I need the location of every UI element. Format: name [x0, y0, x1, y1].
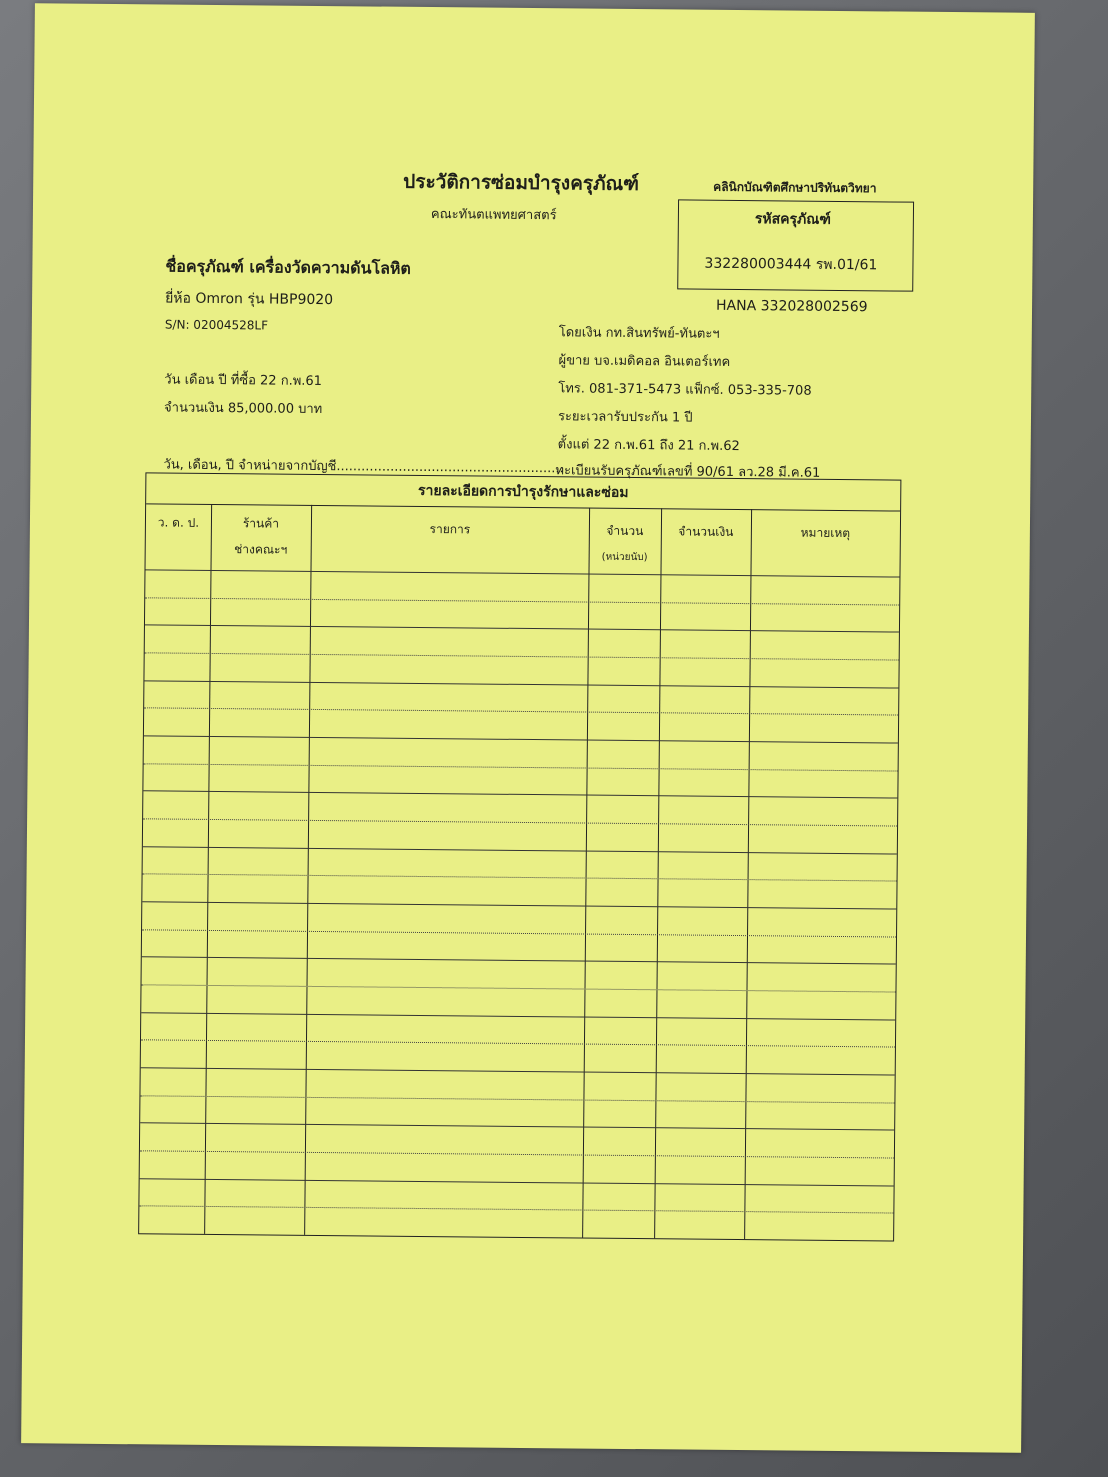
asset-code-label: รหัสครุภัณฑ์	[754, 211, 831, 228]
table-row	[142, 957, 896, 965]
form-sheet	[21, 3, 1035, 1453]
warranty-range: ตั้งแต่ 22 ก.พ.61 ถึง 21 ก.พ.62	[557, 437, 740, 455]
row-dotted-line	[145, 597, 899, 605]
col-header-shop: ร้านค้า	[242, 516, 280, 531]
table-row	[143, 846, 897, 854]
column-divider	[304, 505, 312, 1235]
row-dotted-line	[143, 818, 897, 826]
table-row	[145, 625, 899, 633]
column-divider	[204, 504, 212, 1234]
row-dotted-line	[142, 929, 896, 937]
row-dotted-line	[139, 1206, 893, 1214]
column-divider	[744, 509, 752, 1239]
table-row	[141, 1067, 895, 1075]
col-header-item: รายการ	[429, 522, 471, 537]
equipment-brand: ยี่ห้อ Omron รุ่น HBP9020	[165, 290, 334, 309]
col-header-date: ว. ด. ป.	[157, 515, 200, 530]
disposal-date: วัน, เดือน, ปี จำหน่ายจากบัญชี.......................................................	[163, 457, 564, 477]
row-dotted-line	[142, 984, 896, 992]
col-header-note: หมายเหตุ	[800, 525, 851, 541]
clinic-name: คลินิกบัณฑิตศึกษาปริทันตวิทยา	[713, 179, 877, 196]
table-row	[144, 735, 898, 743]
table-row	[140, 1178, 894, 1186]
funding-source: โดยเงิน กท.สินทรัพย์-ทันตะฯ	[558, 325, 720, 342]
column-divider	[654, 508, 662, 1238]
seller-name: ผู้ขาย บจ.เมดิคอล อินเตอร์เทค	[558, 353, 731, 370]
col-header-staff: ช่างคณะฯ	[234, 542, 288, 557]
column-divider	[582, 508, 590, 1238]
col-header-unit: (หน่วยนับ)	[601, 551, 648, 564]
hana-number: HANA 332028002569	[715, 297, 868, 316]
header-bottom-rule	[145, 569, 899, 577]
table-row	[142, 901, 896, 909]
repair-history-table	[138, 472, 901, 1241]
table-row	[140, 1123, 894, 1131]
purchase-amount: จำนวนเงิน 85,000.00 บาท	[163, 400, 323, 418]
col-header-money: จำนวนเงิน	[678, 524, 734, 539]
seller-phone: โทร. 081-371-5473 แฟ็กซ์. 053-335-708	[558, 381, 812, 399]
table-title: รายละเอียดการบำรุงรักษาและซ่อม	[146, 473, 900, 511]
table-row	[141, 1012, 895, 1020]
serial-number: S/N: 02004528LF	[164, 317, 269, 333]
faculty-name: คณะทันตแพทยศาสตร์	[430, 207, 557, 224]
table-row	[144, 680, 898, 688]
purchase-date: วัน เดือน ปี ที่ซื้อ 22 ก.พ.61	[164, 372, 323, 390]
asset-code-value: 332280003444 รพ.01/61	[704, 255, 878, 274]
row-dotted-line	[141, 1040, 895, 1048]
row-dotted-line	[140, 1095, 894, 1103]
equipment-name: ชื่อครุภัณฑ์ เครื่องวัดความดันโลหิต	[165, 256, 411, 278]
row-dotted-line	[145, 652, 899, 660]
col-header-qty: จำนวน	[606, 523, 644, 539]
row-dotted-line	[144, 763, 898, 771]
registration-number: ทะเบียนรับครุภัณฑ์เลขที่ 90/61 ลว.28 มี.ค.61	[555, 463, 821, 481]
row-dotted-line	[143, 874, 897, 882]
table-row	[143, 791, 897, 799]
row-dotted-line	[144, 708, 898, 716]
warranty-period: ระยะเวลารับประกัน 1 ปี	[557, 409, 693, 426]
form-title: ประวัติการซ่อมบำรุงครุภัณฑ์	[403, 170, 640, 196]
row-dotted-line	[140, 1150, 894, 1158]
